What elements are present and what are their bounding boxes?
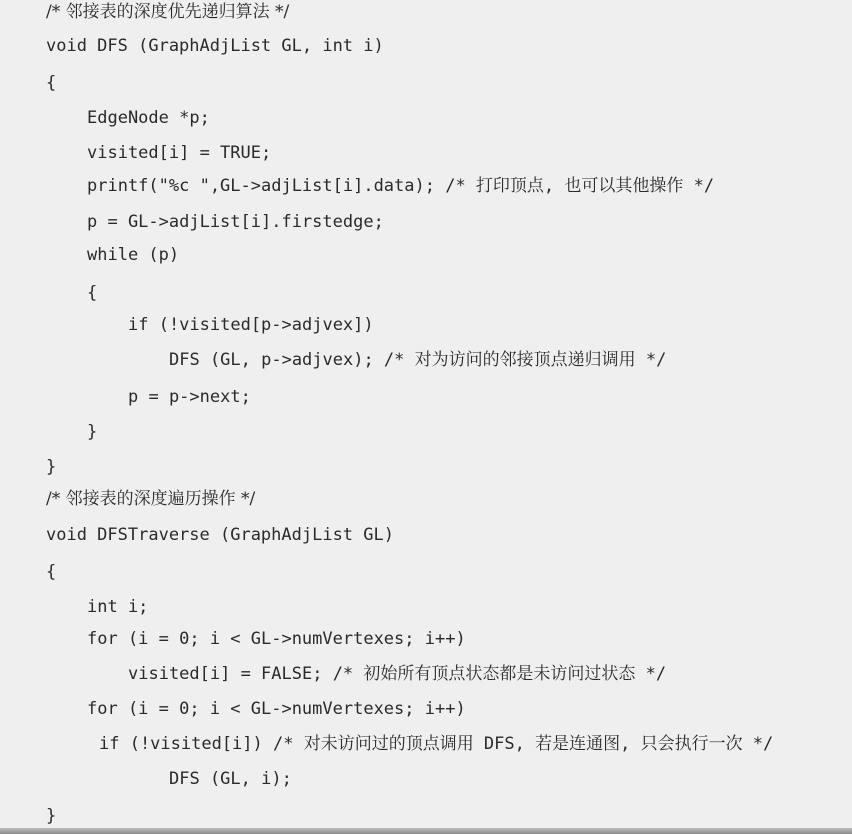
code-line: if (!visited[i]) /* 对未访问过的顶点调用 DFS, 若是连通图, 只会执行一次 */ — [99, 734, 774, 754]
code-line: } — [46, 457, 57, 477]
code-comment: /* 邻接表的深度优先递归算法 */ — [46, 2, 290, 22]
code-line: for (i = 0; i < GL->numVertexes; i++) — [87, 629, 466, 649]
code-line: for (i = 0; i < GL->numVertexes; i++) — [87, 699, 466, 719]
code-line: int i; — [87, 597, 149, 617]
code-line: { — [46, 73, 57, 93]
code-line: while (p) — [87, 245, 180, 265]
code-comment: /* 邻接表的深度遍历操作 */ — [46, 489, 256, 509]
code-line: EdgeNode *p; — [87, 108, 210, 128]
code-line: printf("%c ",GL->adjList[i].data); /* 打印顶点, 也可以其他操作 */ — [87, 176, 715, 196]
code-line: void DFSTraverse (GraphAdjList GL) — [46, 525, 394, 545]
code-line: p = GL->adjList[i].firstedge; — [87, 212, 384, 232]
code-line: DFS (GL, i); — [169, 769, 292, 789]
code-line: } — [46, 806, 57, 826]
code-line: if (!visited[p->adjvex]) — [128, 315, 374, 335]
code-line: visited[i] = TRUE; — [87, 143, 272, 163]
code-line: DFS (GL, p->adjvex); /* 对为访问的邻接顶点递归调用 */ — [169, 350, 667, 370]
code-line: { — [46, 562, 57, 582]
code-line: p = p->next; — [128, 387, 251, 407]
cropped-edge — [0, 828, 852, 834]
code-line: { — [87, 283, 98, 303]
code-line: visited[i] = FALSE; /* 初始所有顶点状态都是未访问过状态 */ — [128, 664, 667, 684]
code-line: void DFS (GraphAdjList GL, int i) — [46, 36, 384, 56]
code-line: } — [87, 422, 98, 442]
